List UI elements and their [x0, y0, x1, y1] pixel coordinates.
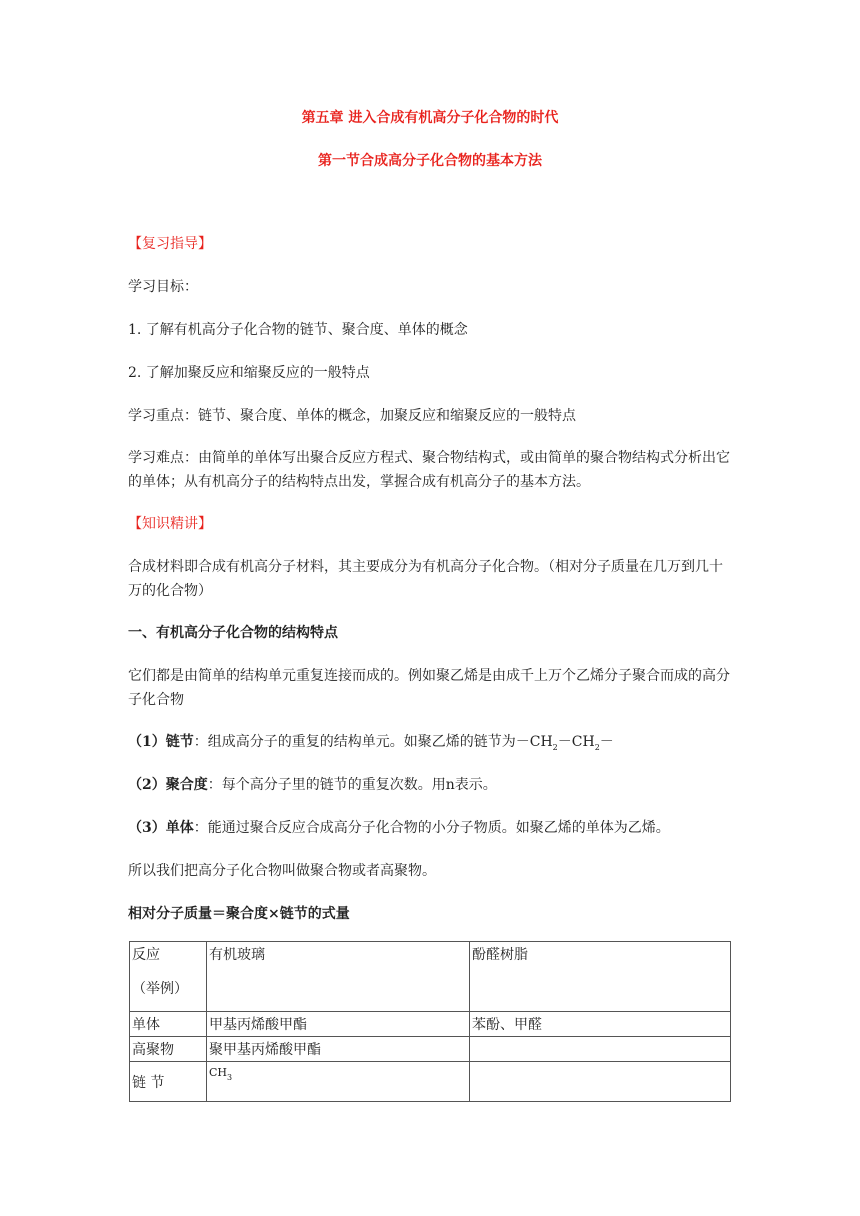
section-1-title: 一、有机高分子化合物的结构特点 — [128, 625, 338, 641]
table-cell: 有机玻璃 — [207, 942, 470, 1012]
subscript-b: 2 — [594, 742, 600, 752]
table-cell: 甲基丙烯酸甲酯 — [207, 1012, 470, 1037]
item-degree-label: （2）聚合度 — [128, 777, 208, 793]
table-cell: 单体 — [130, 1012, 207, 1037]
table-cell — [130, 942, 207, 1012]
objectives-label: 学习目标： — [128, 279, 198, 295]
key-points: 学习重点：链节、聚合度、单体的概念，加聚反应和缩聚反应的一般特点 — [128, 408, 576, 424]
methyl-group: CH — [209, 1066, 228, 1079]
item-degree-text: ：每个高分子里的链节的重复次数。用n表示。 — [207, 777, 497, 793]
item-degree — [128, 773, 497, 797]
methyl-subscript: 3 — [227, 1072, 233, 1082]
item-monomer-label: （3）单体 — [128, 820, 194, 836]
table-cell: 高聚物 — [130, 1037, 207, 1062]
table-row — [130, 1062, 731, 1102]
reaction-example-label: （举例） — [132, 981, 188, 997]
item-chain-unit-text-a: ：组成高分子的重复的结构单元。如聚乙烯的链节为－CH — [193, 734, 553, 750]
review-heading: 【复习指导】 — [128, 236, 212, 252]
section-1-paragraph: 它们都是由简单的结构单元重复连接而成的。例如聚乙烯是由成千上万个乙烯分子聚合而成的高分子化合物 — [128, 668, 730, 708]
table-cell — [470, 1062, 731, 1102]
table-row — [130, 1012, 731, 1037]
item-monomer — [128, 816, 670, 840]
intro-paragraph: 合成材料即合成有机高分子材料，其主要成分为有机高分子化合物。（相对分子质量在几万到几十万的化合物） — [128, 559, 723, 599]
item-chain-unit-text-b: －CH — [557, 734, 595, 750]
objective-1: 1. 了解有机高分子化合物的链节、聚合度、单体的概念 — [128, 322, 468, 338]
table-cell: 酚醛树脂 — [470, 942, 731, 1012]
difficulties: 学习难点：由简单的单体写出聚合反应方程式、聚合物结构式，或由简单的聚合物结构式分析出它的单体；从有机高分子的结构特点出发，掌握合成有机高分子的基本方法。 — [128, 450, 730, 490]
item-chain-unit — [128, 730, 614, 760]
table-cell: 链 节 — [130, 1062, 207, 1102]
section-title: 第一节合成高分子化合物的基本方法 — [318, 153, 542, 169]
summary: 所以我们把高分子化合物叫做聚合物或者高聚物。 — [128, 863, 436, 879]
subscript-a: 2 — [552, 742, 558, 752]
item-chain-unit-text-c: － — [599, 734, 614, 750]
table-cell: 聚甲基丙烯酸甲酯 — [207, 1037, 470, 1062]
reaction-label: 反应 — [132, 947, 160, 963]
table-row — [130, 1037, 731, 1062]
polymer-table — [129, 941, 731, 1102]
table-row — [130, 942, 731, 1012]
knowledge-heading: 【知识精讲】 — [128, 516, 212, 532]
chapter-title: 第五章 进入合成有机高分子化合物的时代 — [301, 110, 559, 126]
objective-2: 2. 了解加聚反应和缩聚反应的一般特点 — [128, 365, 370, 381]
item-monomer-text: ：能通过聚合反应合成高分子化合物的小分子物质。如聚乙烯的单体为乙烯。 — [193, 820, 670, 836]
table-cell — [207, 1062, 470, 1102]
formula: 相对分子质量＝聚合度×链节的式量 — [128, 906, 350, 922]
item-chain-unit-label: （1）链节 — [128, 734, 194, 750]
table-cell: 苯酚、甲醛 — [470, 1012, 731, 1037]
table-cell — [470, 1037, 731, 1062]
